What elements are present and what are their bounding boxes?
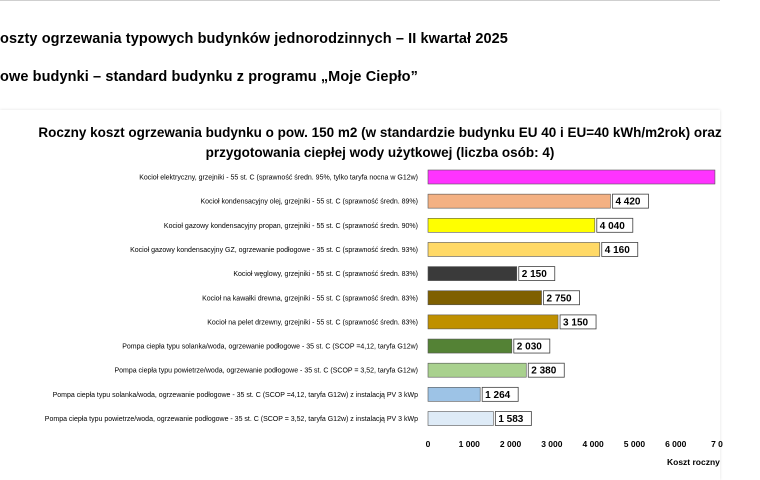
category-label: Pompa ciepła typu solanka/woda, ogrzewanie podłogowe - 35 st. C (SCOP =4,12, taryfa G12w) z instalacją PV 3 kWp — [52, 391, 418, 399]
bar — [428, 218, 595, 232]
x-tick-label: 5 000 — [623, 439, 646, 449]
bar — [428, 363, 526, 377]
category-label: Kocioł elektryczny, grzejniki - 55 st. C (sprawność średn. 95%, tylko taryfa nocna w G12w) — [139, 174, 418, 182]
page-heading-secondary: owe budynki – standard budynku z programu „Moje Ciepło” — [0, 69, 418, 85]
data-label: 3 150 — [563, 317, 589, 329]
x-tick-label: 6 000 — [665, 439, 687, 449]
data-label: 1 583 — [498, 414, 524, 425]
data-label: 2 030 — [516, 341, 542, 353]
bar — [428, 194, 610, 208]
category-label: Kocioł węglowy, grzejniki - 55 st. C (sprawność średn. 83%) — [233, 271, 418, 279]
category-label: Kocioł kondensacyjny olej, grzejniki - 55 st. C (sprawność średn. 89%) — [200, 198, 418, 206]
bar — [428, 387, 480, 401]
data-label: 4 040 — [599, 220, 625, 232]
category-label: Kocioł gazowy kondensacyjny GZ, ogrzewanie podłogowe - 35 st. C (sprawność średn. 93%) — [130, 246, 418, 254]
x-tick-label: 4 000 — [582, 439, 604, 449]
category-label: Kocioł na kawałki drewna, grzejniki - 55 st. C (sprawność średn. 83%) — [202, 295, 418, 303]
data-label: 2 380 — [531, 365, 557, 377]
bar — [428, 339, 512, 353]
category-label: Pompa ciepła typu powietrze/woda, ogrzewanie podłogowe - 35 st. C (SCOP = 3,52, taryfa G12w) z instalacją PV 3 kWp — [44, 416, 418, 423]
bar — [428, 315, 558, 329]
data-label: 2 750 — [546, 293, 572, 305]
x-tick-label: 2 000 — [499, 439, 522, 449]
data-label: 2 150 — [521, 269, 547, 281]
data-label: 4 420 — [615, 196, 641, 208]
data-label: 1 264 — [485, 389, 511, 401]
bar — [428, 412, 493, 426]
bar — [428, 242, 600, 256]
chart-title-line2: przygotowania ciepłej wody użytkowej (liczba osób: 4) — [205, 145, 555, 160]
x-axis-title: Koszt roczny — [667, 457, 720, 467]
bar — [428, 291, 542, 305]
category-label: Pompa ciepła typu powietrze/woda, ogrzewanie podłogowe - 35 st. C (SCOP = 3,52, taryfa G12w) — [114, 367, 418, 375]
category-label: Kocioł na pelet drzewny, grzejniki - 55 st. C (sprawność średn. 83%) — [207, 319, 418, 327]
x-tick-label: 0 — [425, 439, 431, 449]
data-label: 4 160 — [604, 244, 630, 256]
category-label: Pompa ciepła typu solanka/woda, ogrzewanie podłogowe - 35 st. C (SCOP =4,12, taryfa G12w) — [122, 343, 418, 351]
x-tick-label: 7 0 — [711, 439, 723, 449]
category-label: Kocioł gazowy kondensacyjny propan, grzejniki - 55 st. C (sprawność średn. 90%) — [163, 222, 418, 230]
bar — [428, 267, 517, 281]
x-tick-label: 3 000 — [541, 439, 563, 449]
chart-title-line1: Roczny koszt ogrzewania budynku o pow. 150 m2 (w standardzie budynku EU 40 i EU=40 kWh/m2rok) oraz — [38, 125, 722, 140]
x-tick-label: 1 000 — [458, 439, 480, 449]
bar — [428, 170, 715, 184]
page-heading-primary: oszty ogrzewania typowych budynków jednorodzinnych – II kwartał 2025 — [0, 31, 508, 47]
